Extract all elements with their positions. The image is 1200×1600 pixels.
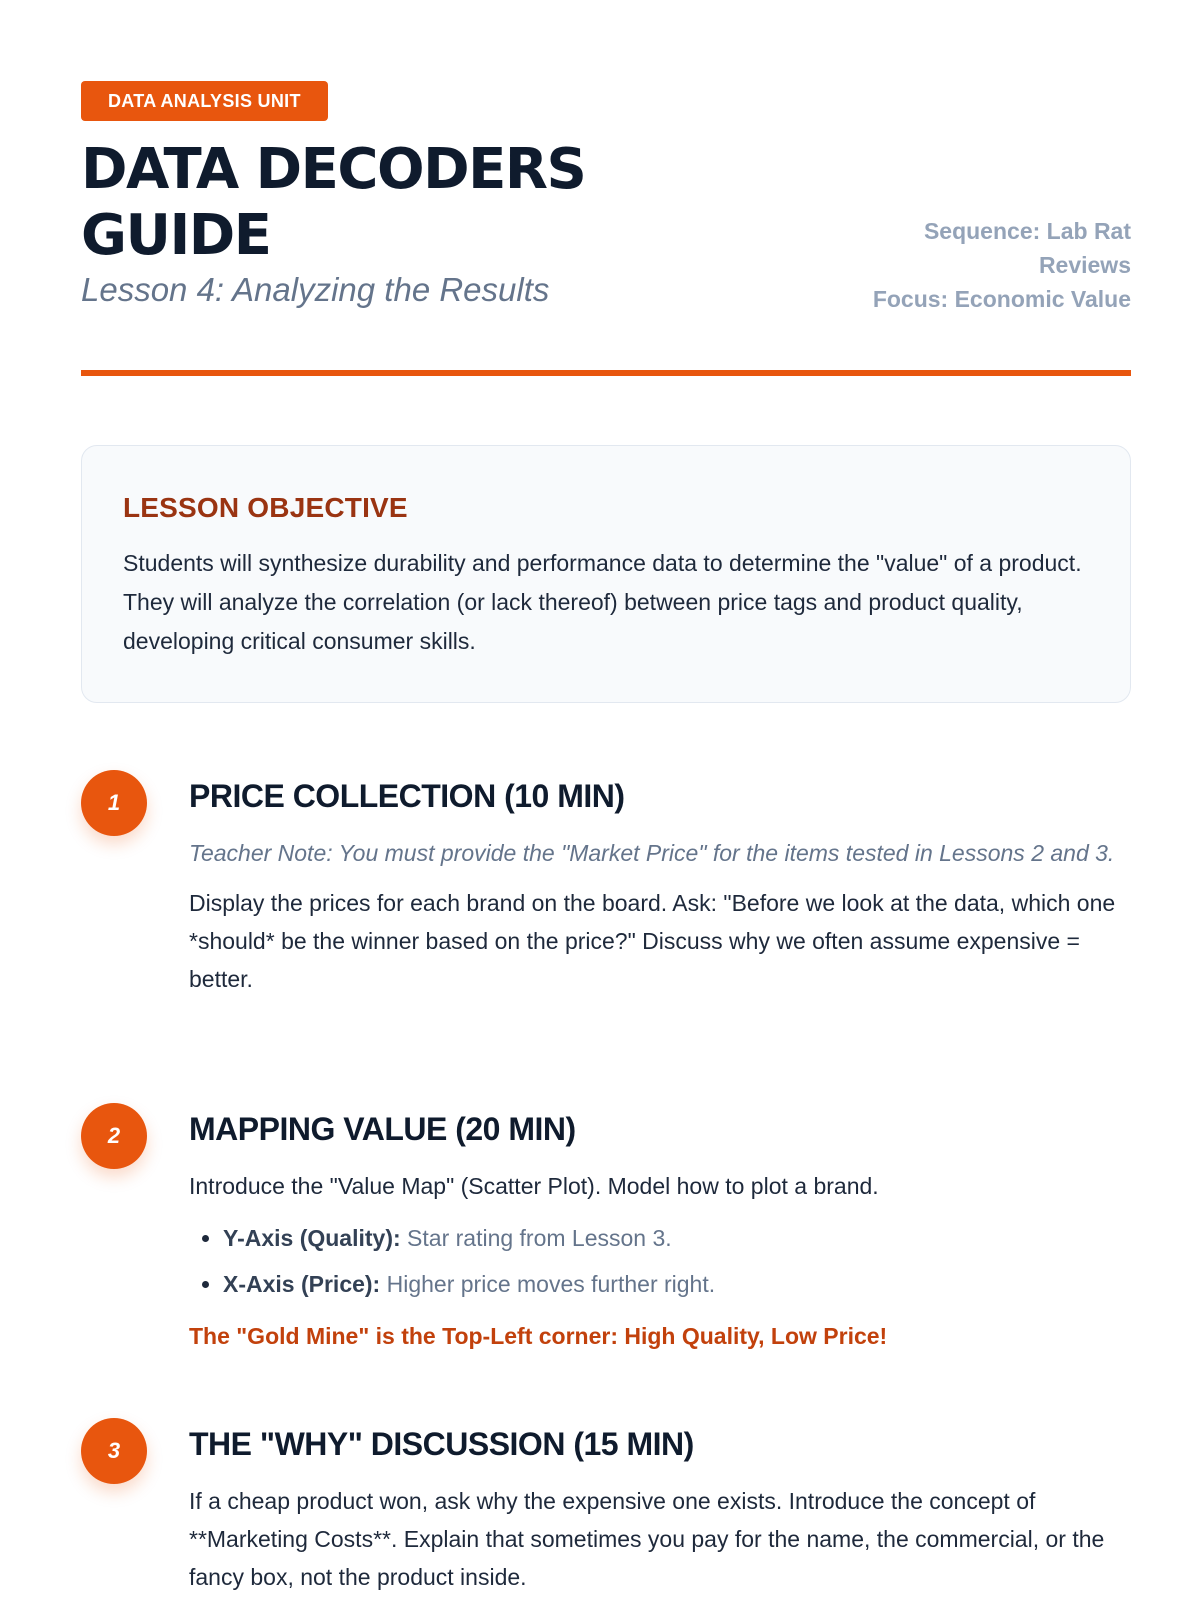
y-axis-label: Y-Axis (Quality): — [223, 1225, 401, 1251]
lesson-subtitle: Lesson 4: Analyzing the Results — [81, 271, 550, 308]
step-3-title: THE "WHY" DISCUSSION (15 MIN) — [189, 1426, 694, 1462]
step-3-number: 3 — [81, 1418, 147, 1484]
gold-mine-callout: The "Gold Mine" is the Top-Left corner: High Quality, Low Price! — [189, 1323, 888, 1349]
step-2-title: MAPPING VALUE (20 MIN) — [189, 1111, 576, 1147]
objective-box — [81, 445, 1131, 703]
meta-focus: Focus: Economic Value — [872, 286, 1131, 312]
title-line-1: DATA DECODERS — [81, 137, 586, 202]
list-item-x-axis — [223, 1261, 1131, 1307]
step-3-text: If a cheap product won, ask why the expensive one exists. Introduce the concept of **Marketing Costs**. Explain that sometimes you pay for the name, the commercial, or the fancy box, not the product inside. — [189, 1488, 1105, 1590]
header-meta — [831, 214, 1131, 316]
meta-sequence-line-2: Reviews — [1038, 252, 1131, 278]
list-item-y-axis — [223, 1215, 1131, 1261]
x-axis-text: Higher price moves further right. — [386, 1271, 716, 1297]
step-1-body — [189, 770, 1131, 998]
step-1-number: 1 — [81, 770, 147, 836]
step-3-body — [189, 1418, 1131, 1596]
step-1-title: PRICE COLLECTION (10 MIN) — [189, 778, 625, 814]
step-1-text: Display the prices for each brand on the board. Ask: "Before we look at the data, which one *should* be the winner based on the price?" Discuss why we often assume expensive = better. — [189, 890, 1116, 992]
header — [81, 81, 1131, 377]
axis-list — [189, 1215, 1131, 1307]
objective-text: Students will synthesize durability and performance data to determine the "value" of a product. They will analyze the correlation (or lack thereof) between price tags and product quality, developing critical consumer skills. — [123, 550, 1082, 654]
step-2-body — [189, 1103, 1131, 1355]
step-1-teacher-note: Teacher Note: You must provide the "Market Price" for the items tested in Lessons 2 and 3. — [189, 840, 1115, 866]
title-line-2: GUIDE — [81, 203, 271, 268]
step-2-number: 2 — [81, 1103, 147, 1169]
meta-sequence-line-1: Sequence: Lab Rat — [923, 218, 1131, 244]
step-2-text: Introduce the "Value Map" (Scatter Plot). Model how to plot a brand. — [189, 1173, 879, 1199]
objective-heading: LESSON OBJECTIVE — [123, 492, 408, 523]
unit-badge: DATA ANALYSIS UNIT — [81, 81, 328, 121]
x-axis-label: X-Axis (Price): — [223, 1271, 381, 1297]
header-divider — [81, 370, 1131, 376]
y-axis-text: Star rating from Lesson 3. — [407, 1225, 672, 1251]
page-title — [81, 137, 701, 269]
